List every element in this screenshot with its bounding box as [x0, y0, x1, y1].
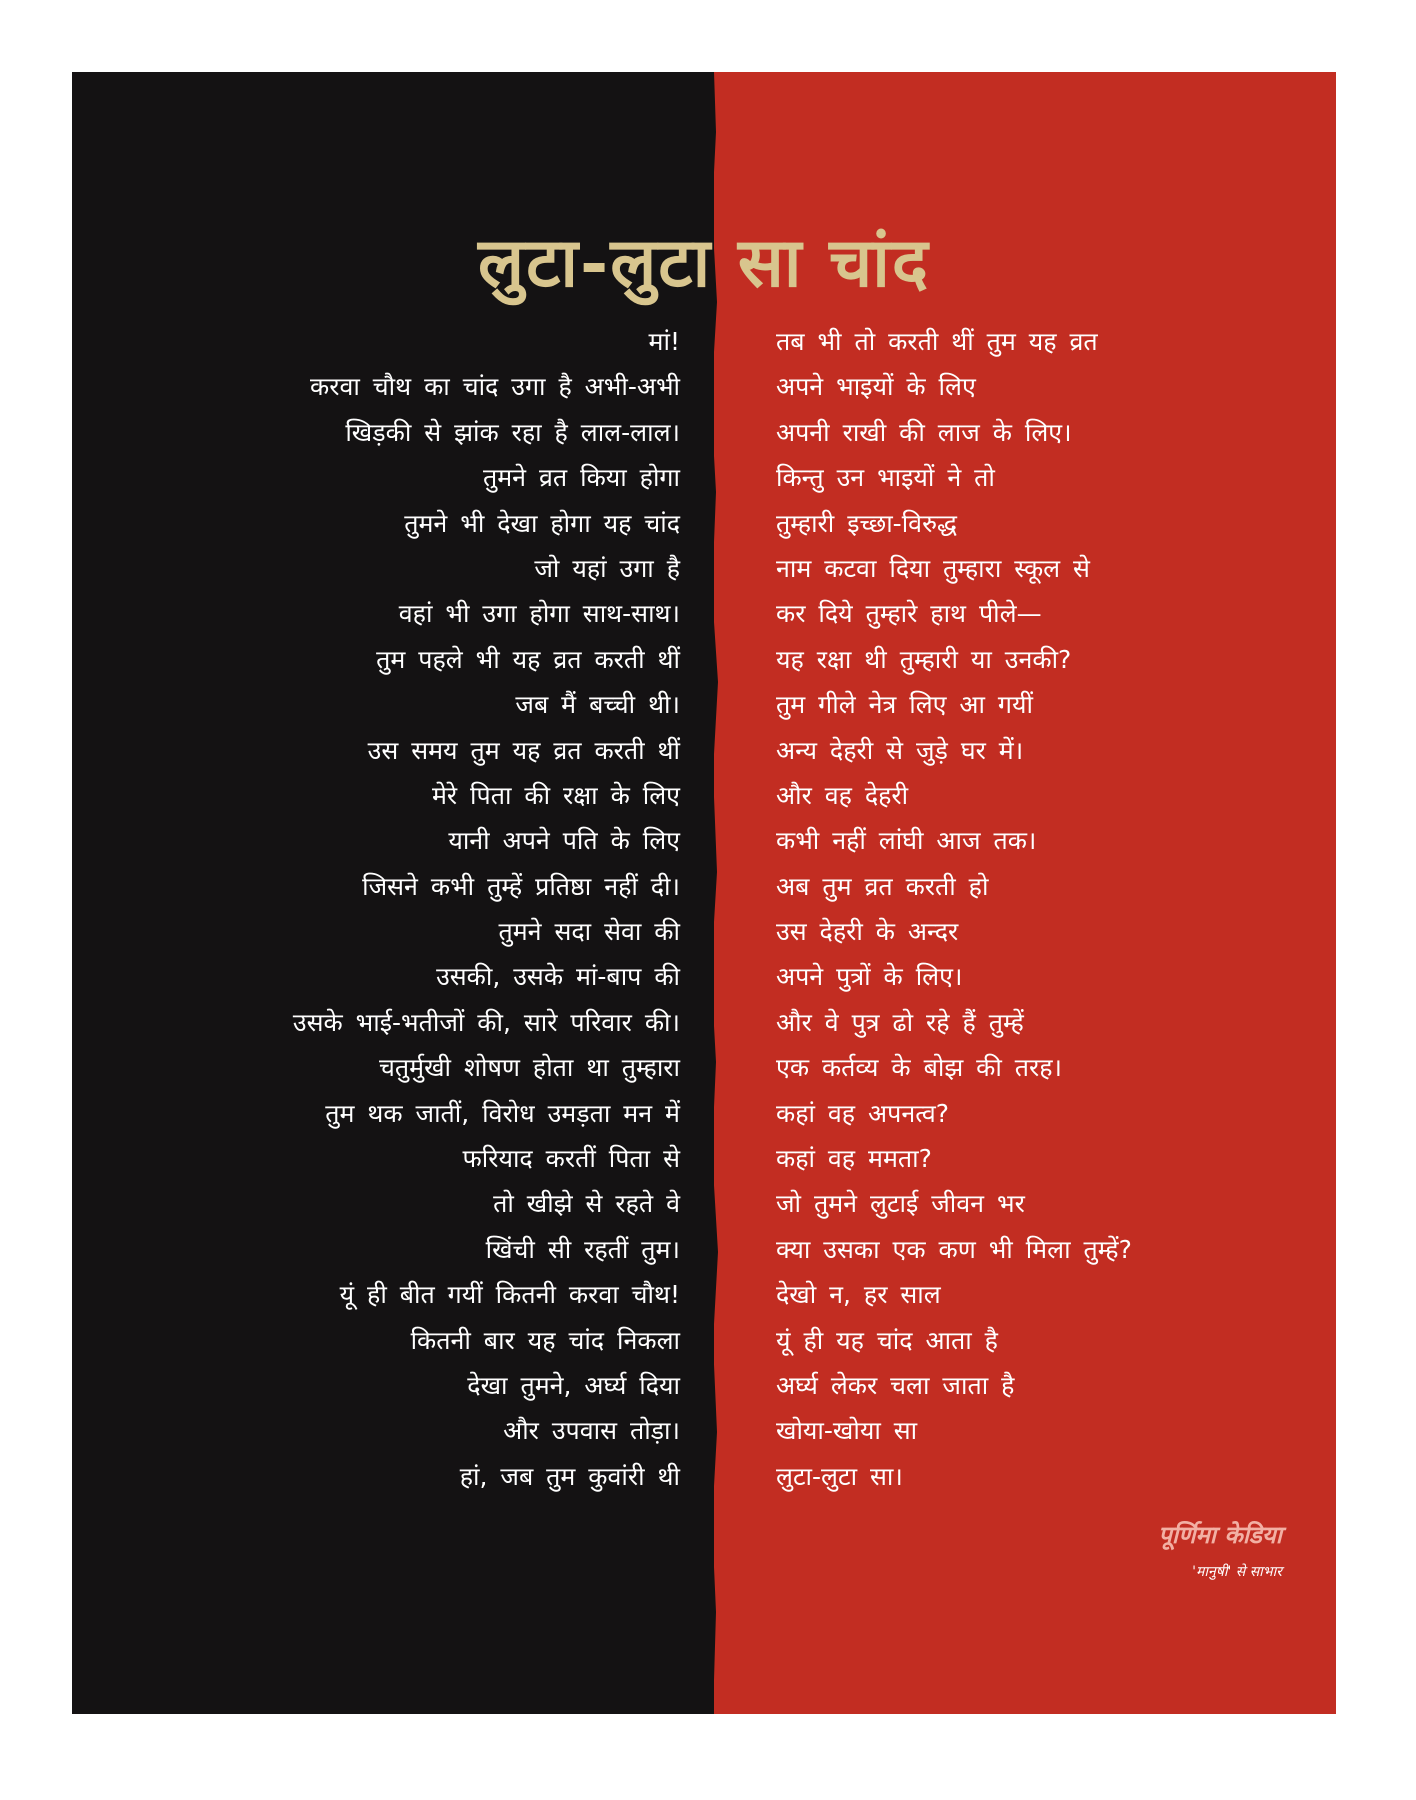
poem-line: करवा चौथ का चांद उगा है अभी-अभी	[310, 372, 680, 402]
poem-line: अपने पुत्रों के लिए।	[776, 962, 963, 992]
source-credit: 'मानुषी' से साभार	[1192, 1564, 1282, 1580]
poem-line: देखो न, हर साल	[776, 1280, 941, 1310]
poem-line: खिड़की से झांक रहा है लाल-लाल।	[345, 417, 680, 447]
poem-line: तुम्हारी इच्छा-विरुद्ध	[776, 508, 957, 538]
poem-line: लुटा-लुटा सा।	[776, 1461, 903, 1491]
poem-line: अपने भाइयों के लिए	[776, 372, 976, 402]
torn-edge-divider	[706, 72, 728, 1714]
poem-line: और उपवास तोड़ा।	[503, 1416, 680, 1446]
poem-panel	[72, 72, 1336, 1714]
poem-right-column	[776, 319, 1316, 1499]
poem-line: तुम गीले नेत्र लिए आ गयीं	[776, 690, 1033, 720]
poem-line: जो तुमने लुटाई जीवन भर	[776, 1189, 1025, 1219]
poem-line: जिसने कभी तुम्हें प्रतिष्ठा नहीं दी।	[362, 871, 680, 901]
poem-line: उसकी, उसके मां-बाप की	[436, 962, 680, 992]
poem-line: मां!	[648, 327, 680, 356]
poem-line: देखा तुमने, अर्घ्य दिया	[467, 1370, 680, 1400]
poem-line: अन्य देहरी से जुड़े घर में।	[776, 735, 1024, 765]
poem-line: वहां भी उगा होगा साथ-साथ।	[398, 599, 680, 629]
poem-line: अब तुम व्रत करती हो	[776, 871, 989, 901]
poem-line: नाम कटवा दिया तुम्हारा स्कूल से	[776, 553, 1090, 583]
poem-line: फरियाद करतीं पिता से	[462, 1144, 680, 1174]
poem-line: चतुर्मुखी शोषण होता था तुम्हारा	[379, 1053, 680, 1083]
poem-line: और वे पुत्र ढो रहे हैं तुम्हें	[776, 1007, 1024, 1037]
poem-line: तुमने व्रत किया होगा	[482, 463, 680, 493]
poem-line: एक कर्तव्य के बोझ की तरह।	[776, 1053, 1063, 1083]
poem-line: तुमने सदा सेवा की	[498, 917, 680, 947]
poem-line: तुम पहले भी यह व्रत करती थीं	[376, 644, 680, 674]
poem-line: किन्तु उन भाइयों ने तो	[776, 463, 995, 493]
poem-title: लुटा-लुटा सा चांद	[477, 222, 931, 303]
author-name: पूर्णिमा केडिया	[1158, 1521, 1282, 1549]
poem-line: हां, जब तुम कुवांरी थी	[459, 1461, 680, 1491]
poem-line: कहां वह ममता?	[776, 1144, 932, 1174]
poem-line: जो यहां उगा है	[534, 553, 680, 583]
poem-line: यूं ही बीत गयीं कितनी करवा चौथ!	[339, 1280, 680, 1310]
poem-line: तब भी तो करती थीं तुम यह व्रत	[776, 327, 1098, 356]
poem-line: उस देहरी के अन्दर	[776, 917, 959, 947]
poem-line: क्या उसका एक कण भी मिला तुम्हें?	[776, 1234, 1132, 1264]
poem-line: कितनी बार यह चांद निकला	[410, 1325, 680, 1355]
poem-line: जब मैं बच्ची थी।	[515, 690, 680, 720]
poem-line: उस समय तुम यह व्रत करती थीं	[367, 735, 680, 765]
poem-line: यूं ही यह चांद आता है	[776, 1325, 998, 1355]
poem-line: उसके भाई-भतीजों की, सारे परिवार की।	[292, 1007, 680, 1037]
poem-line: और वह देहरी	[776, 780, 909, 810]
poem-line: कभी नहीं लांघी आज तक।	[776, 826, 1037, 856]
poem-line: तुमने भी देखा होगा यह चांद	[404, 508, 680, 538]
poem-line: मेरे पिता की रक्षा के लिए	[431, 780, 680, 810]
poem-line: कहां वह अपनत्व?	[776, 1098, 949, 1128]
poem-line: अपनी राखी की लाज के लिए।	[776, 417, 1072, 447]
poem-left-column	[132, 319, 680, 1499]
poem-line: अर्घ्य लेकर चला जाता है	[776, 1370, 1015, 1400]
poem-line: तो खीझे से रहते वे	[493, 1189, 680, 1219]
poem-line: तुम थक जातीं, विरोध उमड़ता मन में	[325, 1098, 680, 1128]
poem-line: खोया-खोया सा	[776, 1416, 918, 1446]
poem-line: यह रक्षा थी तुम्हारी या उनकी?	[776, 644, 1072, 674]
poem-line: खिंची सी रहतीं तुम।	[485, 1234, 680, 1264]
poem-line: यानी अपने पति के लिए	[448, 826, 680, 856]
poem-line: कर दिये तुम्हारे हाथ पीले—	[776, 599, 1042, 629]
